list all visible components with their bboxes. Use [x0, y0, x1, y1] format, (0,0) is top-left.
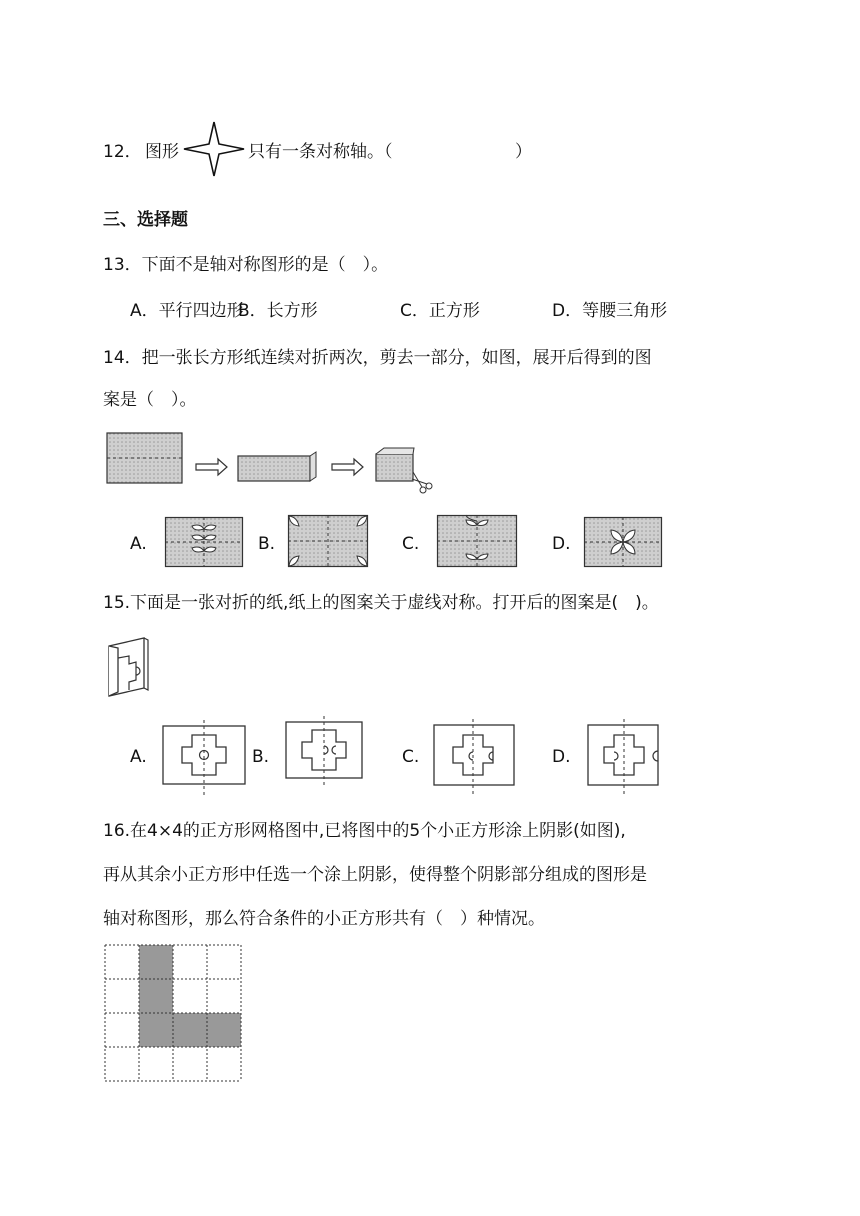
folded-paper-figure — [104, 634, 154, 700]
q13-option-d: D．等腰三角形 — [552, 301, 668, 321]
q15-option-a-figure — [162, 720, 246, 796]
q16-line1: 16.在4×4的正方形网格图中,已将图中的5个小正方形涂上阴影(如图), — [103, 821, 626, 841]
q14-line1: 14．把一张长方形纸连续对折两次，剪去一部分，如图，展开后得到的图 — [103, 348, 652, 368]
q15-option-b-label: B. — [252, 747, 270, 767]
shaded-cell — [139, 979, 173, 1013]
q15-option-c-figure — [433, 719, 515, 795]
q15-option-d-figure — [587, 719, 661, 795]
q15-option-c-label: C. — [402, 747, 420, 767]
q12-close-paren: ） — [515, 142, 532, 162]
q14-option-d-figure — [584, 517, 662, 567]
shaded-cell — [207, 1013, 241, 1047]
shaded-cell — [173, 1013, 207, 1047]
q12-text-before: 图形 — [145, 142, 179, 162]
q15-option-a-label: A. — [130, 747, 147, 767]
shaded-cell — [139, 945, 173, 979]
folding-process-figure — [100, 428, 445, 498]
q13-option-c: C．正方形 — [400, 301, 480, 321]
q14-option-a-figure — [165, 517, 243, 567]
q14-option-c-label: C. — [402, 534, 420, 554]
section-title: 三、选择题 — [103, 210, 188, 230]
q13-option-b: B．长方形 — [238, 301, 318, 321]
q15-option-d-label: D. — [552, 747, 571, 767]
q16-grid-figure — [104, 944, 244, 1086]
q14-option-b-label: B. — [258, 534, 276, 554]
q14-option-b-figure — [288, 515, 368, 567]
q12-number: 12． — [103, 142, 142, 162]
q14-line2: 案是（ ）。 — [103, 390, 197, 410]
q12-text-after: 只有一条对称轴。（ — [248, 142, 393, 162]
q14-option-d-label: D. — [552, 534, 571, 554]
four-point-star-icon — [182, 120, 246, 178]
q13-option-a: A．平行四边形 — [130, 301, 244, 321]
q14-option-c-figure — [437, 515, 517, 567]
q16-line3: 轴对称图形，那么符合条件的小正方形共有（ ）种情况。 — [103, 909, 545, 929]
q15-option-b-figure — [285, 716, 365, 788]
q14-option-a-label: A. — [130, 534, 147, 554]
q15-text: 15.下面是一张对折的纸,纸上的图案关于虚线对称。打开后的图案是( )。 — [103, 593, 659, 613]
q13-text: 13．下面不是轴对称图形的是（ ）。 — [103, 255, 389, 275]
shaded-cell — [139, 1013, 173, 1047]
q16-line2: 再从其余小正方形中任选一个涂上阴影，使得整个阴影部分组成的图形是 — [103, 865, 647, 885]
